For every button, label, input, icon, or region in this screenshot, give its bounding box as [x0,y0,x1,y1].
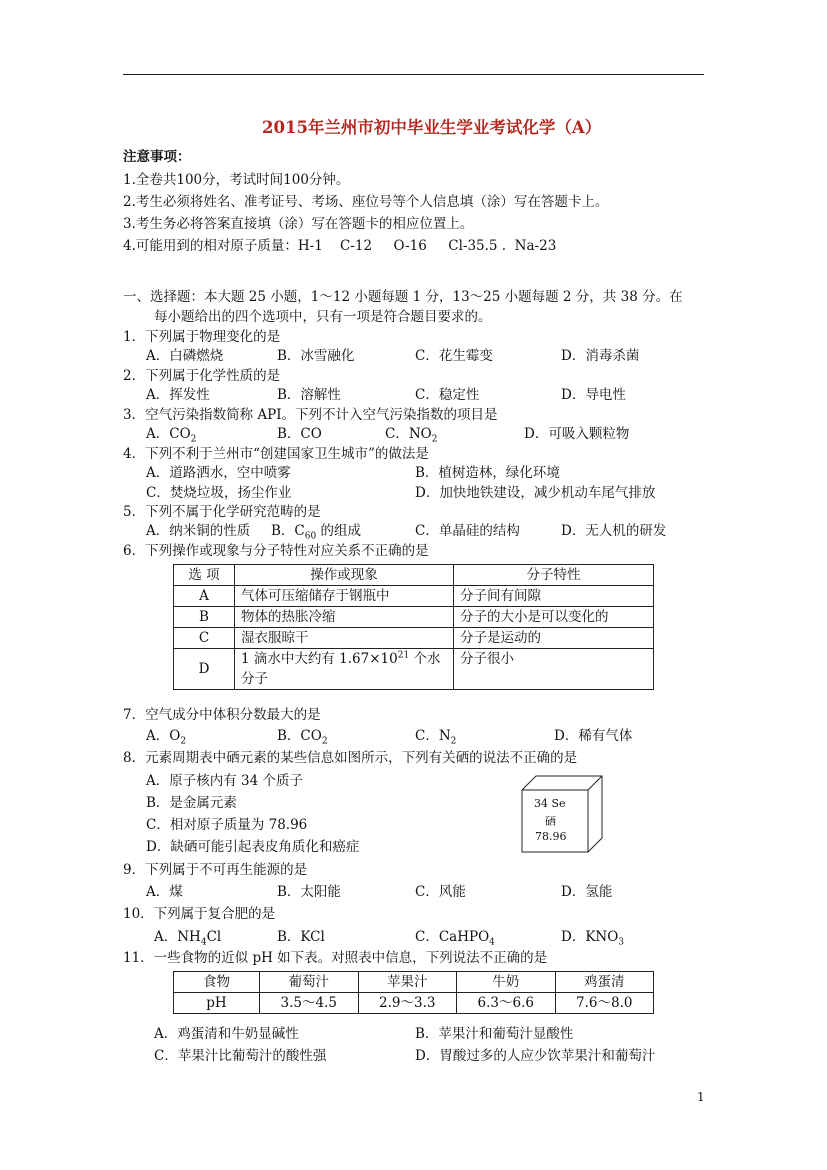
table-header-cell: 选 项 [174,565,235,586]
q1-option-b: B．冰雪融化 [277,348,355,364]
table-cell: 6.3～6.6 [457,993,556,1014]
q1-option-d: D．消毒杀菌 [561,348,640,364]
q9-option-d: D．氢能 [561,884,613,900]
q4-option-a: A．道路洒水，空中喷雾 [146,465,291,481]
q3-option-b: B．CO [277,426,322,442]
q1-option-a: A．白磷燃烧 [146,348,224,364]
page-title: 2015年兰州市初中毕业生学业考试化学（A） [262,118,602,137]
notice-item-4: 4.可能用到的相对原子质量：H-1 C-12 O-16 Cl-35.5 . Na-23 [123,238,557,254]
notice-item-3: 3.考生务必将答案直接填（涂）写在答题卡的相应位置上。 [123,216,474,232]
table-cell: 物体的热胀冷缩 [235,607,454,628]
q3-stem: 3．空气污染指数简称 API。下列不计入空气污染指数的项目是 [123,407,498,423]
q11-option-c: C．苹果汁比葡萄汁的酸性强 [154,1048,327,1064]
notice-item-1: 1.全卷共100分，考试时间100分钟。 [123,172,350,188]
q1-stem: 1．下列属于物理变化的是 [123,329,281,345]
q10-stem: 10．下列属于复合肥的是 [123,906,276,922]
table-cell: 1 滴水中大约有 $1.67\times 10^{21}$ 个水 分子 [235,649,454,690]
q11-ph-table [173,971,654,1014]
notice-item-2: 2.考生必须将姓名、准考证号、考场、座位号等个人信息填（涂）写在答题卡上。 [123,194,609,210]
table-cell: pH [174,993,260,1014]
q3-option-d: D．可吸入颗粒物 [524,426,630,442]
table-header-row [174,565,654,586]
q9-option-c: C．风能 [415,884,466,900]
table-row [174,628,654,649]
q10-option-c: C．CaHPO$_4$ [415,929,495,948]
q6-stem: 6．下列操作或现象与分子特性对应关系不正确的是 [123,543,429,559]
element-number-symbol: 34 Se [534,797,566,810]
q8-option-c: C．相对原子质量为 78.96 [146,817,308,833]
table-cell: D [174,649,235,690]
q2-option-a: A．挥发性 [146,387,210,403]
q2-option-d: D．导电性 [561,387,626,403]
selenium-element-card [521,775,621,855]
q9-option-b: B．太阳能 [277,884,341,900]
q2-stem: 2．下列属于化学性质的是 [123,368,281,384]
table-header-cell: 食物 [174,972,260,993]
q3-option-c: C．$NO_2$ [385,426,438,445]
q5-option-b: B．$C_{60}$ 的组成 [271,523,361,542]
page-number: 1 [697,1090,705,1104]
table-row [174,607,654,628]
q10-option-a: A．$NH_4Cl$ [154,929,222,948]
q9-stem: 9．下列属于不可再生能源的是 [123,862,308,878]
q7-stem: 7．空气成分中体积分数最大的是 [123,707,321,723]
table-cell: 分子间有间隙 [454,586,654,607]
q10-option-b: B．KCl [277,929,325,945]
table-row [174,649,654,690]
q2-option-c: C．稳定性 [415,387,480,403]
table-cell: 气体可压缩储存于钢瓶中 [235,586,454,607]
element-cube-outline [521,775,621,855]
q7-option-b: B．$CO_2$ [277,728,328,747]
q7-option-a: A．$O_2$ [146,728,187,747]
section-heading: 一、选择题：本大题 25 小题，1～12 小题每题 1 分，13～25 小题每题 2 分，共 38 分。在 [123,289,683,305]
q8-option-a: A．原子核内有 34 个质子 [146,773,304,789]
table-cell: 7.6～8.0 [555,993,654,1014]
q10-option-d: D．$KNO_3$ [561,929,625,948]
table-cell: 3.5～4.5 [260,993,359,1014]
table-cell: 分子是运动的 [454,628,654,649]
q11-option-b: B．苹果汁和葡萄汁显酸性 [415,1026,574,1042]
q1-option-c: C．花生霉变 [415,348,493,364]
table-cell: 分子的大小是可以变化的 [454,607,654,628]
q5-stem: 5．下列不属于化学研究范畴的是 [123,504,321,520]
q11-stem: 11．一些食物的近似 pH 如下表。对照表中信息，下列说法不正确的是 [123,950,548,966]
q9-option-a: A．煤 [146,884,183,900]
top-rule [123,74,704,75]
q5-option-c: C．单晶硅的结构 [415,523,520,539]
table-header-cell: 葡萄汁 [260,972,359,993]
q11-option-a: A．鸡蛋清和牛奶显碱性 [154,1026,299,1042]
table-header-cell: 操作或现象 [235,565,454,586]
q4-option-b: B．植树造林，绿化环境 [415,465,560,481]
table-cell: A [174,586,235,607]
table-cell: 2.9～3.3 [358,993,457,1014]
q8-option-b: B．是金属元素 [146,795,237,811]
table-cell: B [174,607,235,628]
table-row [174,993,654,1014]
table-header-row [174,972,654,993]
q4-stem: 4．下列不利于兰州市“创建国家卫生城市”的做法是 [123,446,429,462]
section-heading-cont: 每小题给出的四个选项中，只有一项是符合题目要求的。 [154,309,492,325]
table-row [174,586,654,607]
q4-option-c: C．焚烧垃圾，扬尘作业 [146,485,292,501]
q11-option-d: D．胃酸过多的人应少饮苹果汁和葡萄汁 [415,1048,656,1064]
table-cell: 湿衣服晾干 [235,628,454,649]
table-header-cell: 分子特性 [454,565,654,586]
table-header-cell: 牛奶 [457,972,556,993]
element-mass: 78.96 [535,830,567,843]
q3-option-a: A．$CO_2$ [146,426,197,445]
q7-option-d: D．稀有气体 [554,728,633,744]
q4-option-d: D．加快地铁建设，减少机动车尾气排放 [415,485,656,501]
element-name: 硒 [545,815,556,828]
table-cell: C [174,628,235,649]
table-cell: 分子很小 [454,649,654,690]
q7-option-c: C．$N_2$ [415,728,457,747]
table-header-cell: 苹果汁 [358,972,457,993]
table-header-cell: 鸡蛋清 [555,972,654,993]
q6-table [173,564,654,690]
q2-option-b: B．溶解性 [277,387,341,403]
q5-option-a: A．纳米铜的性质 [146,523,251,539]
notice-heading: 注意事项： [123,149,191,165]
q5-option-d: D．无人机的研发 [561,523,667,539]
q8-stem: 8．元素周期表中硒元素的某些信息如图所示，下列有关硒的说法不正确的是 [123,750,578,766]
q8-option-d: D．缺硒可能引起表皮角质化和癌症 [146,839,360,855]
